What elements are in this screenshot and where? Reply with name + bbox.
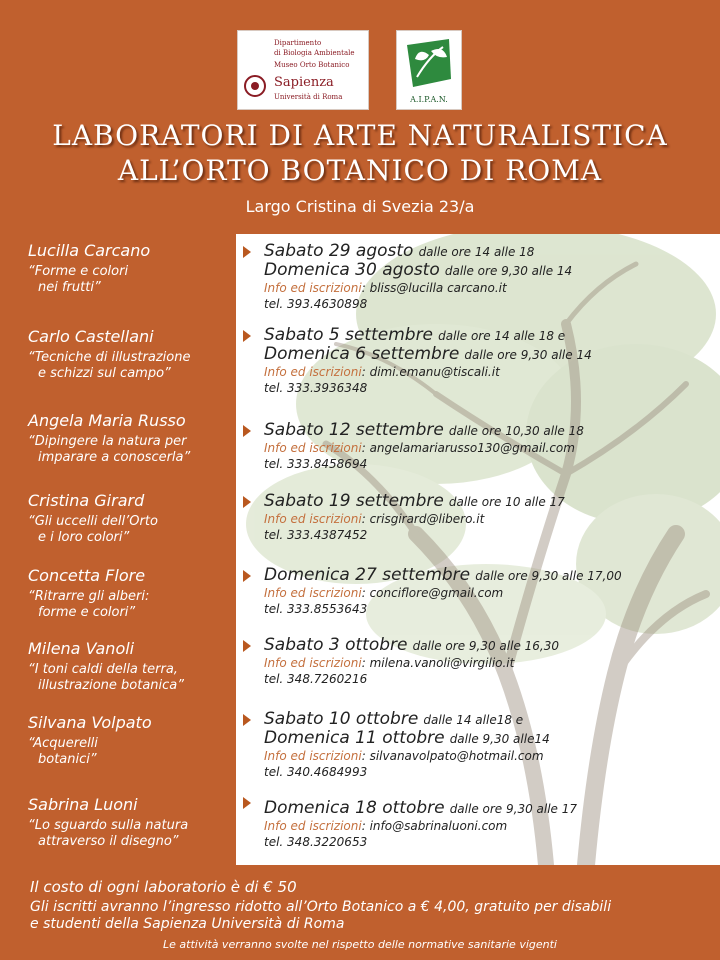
instructor-name: Sabrina Luoni bbox=[28, 795, 138, 814]
date-time: dalle ore 9,30 alle 17,00 bbox=[475, 569, 622, 583]
phone-number: tel. 333.8458694 bbox=[264, 457, 368, 471]
email-link[interactable]: dimi.emanu@tiscali.it bbox=[369, 365, 500, 379]
date-day: Domenica 11 ottobre bbox=[264, 728, 445, 748]
subtitle-line: e i loro colori” bbox=[38, 530, 130, 545]
email-link[interactable]: bliss@lucilla carcano.it bbox=[369, 281, 507, 295]
instructor-block bbox=[28, 411, 190, 466]
workshop-subtitle bbox=[28, 589, 149, 621]
workshop-entry: Sabato 12 settembre dalle ore 10,30 alle 18 Info ed iscrizioni: angelamariarusso130@gmail.com tel. 333.8458694 bbox=[264, 420, 584, 471]
sapienza-seal-icon bbox=[244, 75, 266, 97]
workshop-subtitle bbox=[28, 434, 190, 466]
date-day: Sabato 3 ottobre bbox=[264, 635, 408, 655]
date-day: Domenica 30 agosto bbox=[264, 260, 440, 280]
instructor-block bbox=[28, 241, 150, 296]
entry-arrow-icon bbox=[243, 330, 251, 342]
subtitle-line: “Acquerelli bbox=[28, 736, 98, 751]
date-day: Sabato 5 settembre bbox=[264, 325, 434, 345]
workshop-subtitle bbox=[28, 350, 190, 382]
date-day: Sabato 19 settembre bbox=[264, 491, 444, 511]
phone-number: tel. 393.4630898 bbox=[264, 297, 368, 311]
info-label: Info ed iscrizioni bbox=[264, 281, 362, 295]
university-sub: Università di Roma bbox=[274, 93, 343, 101]
entry-arrow-icon bbox=[243, 496, 251, 508]
date-time: dalle ore 14 alle 18 bbox=[418, 245, 535, 259]
date-time: dalle ore 9,30 alle 14 bbox=[444, 264, 573, 278]
university-name: Sapienza bbox=[274, 75, 334, 90]
date-time: dalle ore 9,30 alle 14 bbox=[464, 348, 592, 362]
subtitle-line: “Lo sguardo sulla natura bbox=[28, 818, 189, 833]
page-title-line-1: LABORATORI DI ARTE NATURALISTICA bbox=[52, 119, 668, 152]
subtitle-line: forme e colori” bbox=[38, 605, 136, 620]
health-regulations-note: Le attività verranno svolte nel rispetto delle normative sanitarie vigenti bbox=[163, 938, 557, 951]
workshop-entry: Sabato 5 settembre dalle ore 14 alle 18 e Domenica 6 settembre dalle ore 9,30 alle 14 Info ed iscrizioni: dimi.emanu@tiscali.it tel. 333.3936348 bbox=[264, 325, 592, 395]
info-label: Info ed iscrizioni bbox=[264, 441, 362, 455]
instructor-block bbox=[28, 491, 158, 546]
entry-arrow-icon bbox=[243, 570, 251, 582]
date-day: Sabato 10 ottobre bbox=[264, 709, 419, 729]
date-day: Sabato 29 agosto bbox=[264, 241, 414, 261]
email-link[interactable]: milena.vanoli@virgilio.it bbox=[369, 656, 515, 670]
subtitle-line: “Gli uccelli dell’Orto bbox=[28, 514, 158, 529]
workshop-entry: Sabato 29 agosto dalle ore 14 alle 18 Domenica 30 agosto dalle ore 9,30 alle 14 Info ed iscrizioni: bliss@lucilla carcano.it tel. 393.4630898 bbox=[264, 241, 573, 311]
entry-arrow-icon bbox=[243, 714, 251, 726]
logos-row bbox=[0, 30, 720, 110]
entry-arrow-icon bbox=[243, 425, 251, 437]
email-link[interactable]: conciflore@gmail.com bbox=[369, 586, 504, 600]
subtitle-line: nei frutti” bbox=[38, 280, 101, 295]
workshop-entry: Domenica 27 settembre dalle ore 9,30 alle 17,00 Info ed iscrizioni: conciflore@gmail.com tel. 333.8553643 bbox=[264, 565, 622, 616]
date-time: dalle ore 14 alle 18 e bbox=[438, 329, 566, 343]
instructor-name: Milena Vanoli bbox=[28, 639, 135, 658]
workshop-subtitle bbox=[28, 514, 158, 546]
subtitle-line: “Dipingere la natura per bbox=[28, 434, 187, 449]
phone-number: tel. 333.4387452 bbox=[264, 528, 368, 542]
subtitle-line: botanici” bbox=[38, 752, 97, 767]
info-label: Info ed iscrizioni bbox=[264, 819, 362, 833]
date-time: dalle ore 9,30 alle 16,30 bbox=[412, 639, 559, 653]
subtitle-line: illustrazione botanica” bbox=[38, 678, 184, 693]
workshop-subtitle bbox=[28, 736, 152, 768]
phone-number: tel. 348.3220653 bbox=[264, 835, 368, 849]
workshop-entry: Sabato 10 ottobre dalle 14 alle18 e Domenica 11 ottobre dalle 9,30 alle14 Info ed iscrizioni: silvanavolpato@hotmail.com tel. 340.4684993 bbox=[264, 709, 550, 779]
subtitle-line: “I toni caldi della terra, bbox=[28, 662, 178, 677]
instructor-block bbox=[28, 795, 188, 850]
instructor-name: Lucilla Carcano bbox=[28, 241, 151, 260]
email-link[interactable]: silvanavolpato@hotmail.com bbox=[369, 749, 544, 763]
info-label: Info ed iscrizioni bbox=[264, 749, 362, 763]
workshop-entry: Domenica 18 ottobre dalle ore 9,30 alle 17 Info ed iscrizioni: info@sabrinaluoni.com tel. 348.3220653 bbox=[264, 798, 578, 849]
subtitle-line: “Tecniche di illustrazione bbox=[28, 350, 191, 365]
entry-arrow-icon bbox=[243, 246, 251, 258]
date-time: dalle 14 alle18 e bbox=[423, 713, 524, 727]
workshop-subtitle bbox=[28, 264, 150, 296]
instructor-block bbox=[28, 639, 184, 694]
instructor-name: Carlo Castellani bbox=[28, 327, 154, 346]
instructor-name: Silvana Volpato bbox=[28, 713, 152, 732]
aipan-name: A.I.P.A.N. bbox=[410, 95, 448, 104]
dept-line-1: Dipartimento bbox=[274, 39, 322, 47]
date-time: dalle ore 10,30 alle 18 bbox=[448, 424, 584, 438]
email-link[interactable]: info@sabrinaluoni.com bbox=[369, 819, 508, 833]
instructor-block bbox=[28, 327, 190, 382]
page-title-line-2: ALL’ORTO BOTANICO DI ROMA bbox=[117, 154, 603, 187]
instructor-block bbox=[28, 713, 152, 768]
workshop-entry: Sabato 3 ottobre dalle ore 9,30 alle 16,30 Info ed iscrizioni: milena.vanoli@virgilio.it tel. 348.7260216 bbox=[264, 635, 559, 686]
workshop-subtitle bbox=[28, 818, 188, 850]
info-label: Info ed iscrizioni bbox=[264, 365, 362, 379]
cost-note: Il costo di ogni laboratorio è di € 50 bbox=[30, 878, 297, 896]
phone-number: tel. 333.3936348 bbox=[264, 381, 368, 395]
entry-arrow-icon bbox=[243, 640, 251, 652]
address: Largo Cristina di Svezia 23/a bbox=[245, 197, 475, 216]
subtitle-line: “Forme e colori bbox=[28, 264, 129, 279]
date-time: dalle ore 10 alle 17 bbox=[448, 495, 565, 509]
subtitle-line: “Ritrarre gli alberi: bbox=[28, 589, 150, 604]
phone-number: tel. 333.8553643 bbox=[264, 602, 368, 616]
date-day: Domenica 27 settembre bbox=[264, 565, 471, 585]
date-day: Domenica 18 ottobre bbox=[264, 798, 445, 818]
entry-arrow-icon bbox=[243, 797, 251, 809]
info-label: Info ed iscrizioni bbox=[264, 512, 362, 526]
instructor-block bbox=[28, 566, 149, 621]
discount-note-line-1: Gli iscritti avranno l’ingresso ridotto all’Orto Botanico a € 4,00, gratuito per disabili bbox=[30, 899, 612, 915]
subtitle-line: e schizzi sul campo” bbox=[38, 366, 171, 381]
workshop-subtitle bbox=[28, 662, 184, 694]
instructor-name: Cristina Girard bbox=[28, 491, 145, 510]
leaf-butterfly-icon bbox=[403, 37, 455, 91]
dept-line-3: Museo Orto Botanico bbox=[274, 61, 350, 69]
date-day: Sabato 12 settembre bbox=[264, 420, 444, 440]
date-time: dalle ore 9,30 alle 17 bbox=[449, 802, 578, 816]
instructor-name: Angela Maria Russo bbox=[28, 411, 186, 430]
instructor-name: Concetta Flore bbox=[28, 566, 146, 585]
email-link[interactable]: angelamariarusso130@gmail.com bbox=[369, 441, 575, 455]
phone-number: tel. 348.7260216 bbox=[264, 672, 368, 686]
date-time: dalle 9,30 alle14 bbox=[449, 732, 550, 746]
workshop-entry: Sabato 19 settembre dalle ore 10 alle 17 Info ed iscrizioni: crisgirard@libero.it tel. 333.4387452 bbox=[264, 491, 565, 542]
email-link[interactable]: crisgirard@libero.it bbox=[369, 512, 485, 526]
subtitle-line: imparare a conoscerla” bbox=[38, 450, 191, 465]
info-label: Info ed iscrizioni bbox=[264, 656, 362, 670]
date-day: Domenica 6 settembre bbox=[264, 344, 460, 364]
phone-number: tel. 340.4684993 bbox=[264, 765, 368, 779]
dept-line-2: di Biologia Ambientale bbox=[274, 49, 355, 57]
discount-note-line-2: e studenti della Sapienza Università di Roma bbox=[30, 916, 345, 932]
info-label: Info ed iscrizioni bbox=[264, 586, 362, 600]
subtitle-line: attraverso il disegno” bbox=[38, 834, 179, 849]
sapienza-department-logo bbox=[237, 30, 369, 110]
aipan-logo bbox=[396, 30, 462, 110]
